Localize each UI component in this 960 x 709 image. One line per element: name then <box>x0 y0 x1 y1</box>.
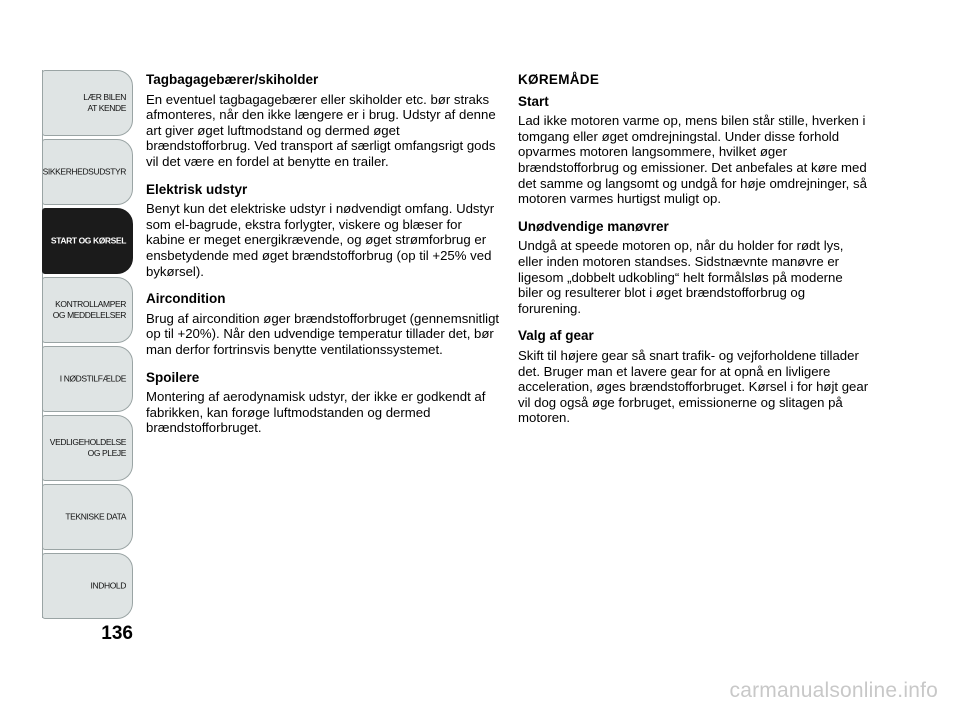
tab-laer-bilen-at-kende[interactable] <box>42 70 133 136</box>
right-column <box>518 72 870 438</box>
section-heading: Spoilere <box>146 369 200 385</box>
tab-indhold[interactable] <box>42 553 133 619</box>
tab-label: I NØDSTILFÆLDE <box>59 373 126 384</box>
tab-vedligeholdelse-og-pleje[interactable] <box>42 415 133 481</box>
tab-label: VEDLIGEHOLDELSE OG PLEJE <box>49 437 126 458</box>
tab-kontrollamper-og-meddelelser[interactable] <box>42 277 133 343</box>
tab-label: KONTROLLAMPER OG MEDDELELSER <box>52 299 126 320</box>
section-text: Lad ikke motoren varme op, mens bilen står stille, hverken i tomgang eller øget omdrejningstal. Under disse forhold opvarmes motoren langsommere, hvilket øger brændstofforbrug og emissioner. Det anbefales at køre med det samme og langsomt og undgå for høje omdrejninger, så motoren varmes hurtigst muligt op. <box>518 113 867 207</box>
section-text: En eventuel tagbagagebærer eller skiholder etc. bør straks afmonteres, når den ikke længere er i brug. Udstyr af denne art giver øget luftmodstand og dermed øget brændstofforbrug. Ved transport af særligt omfangsrigt gods vil det være en fordel at benytte en trailer. <box>146 91 496 169</box>
tab-tekniske-data[interactable] <box>42 484 133 550</box>
watermark: carmanualsonline.info <box>729 679 938 702</box>
section-heading: Valg af gear <box>518 328 594 344</box>
tab-sikkerhedsudstyr[interactable] <box>42 139 133 205</box>
tab-label: SIKKERHEDSUDSTYR <box>42 166 126 177</box>
chapter-title: KØREMÅDE <box>518 72 600 87</box>
tab-i-nodstilfaelde[interactable] <box>42 346 133 412</box>
section-text: Benyt kun det elektriske udstyr i nødvendigt omfang. Udstyr som el-bagrude, ekstra forlygter, viskere og blæser for kabine er meget energikrævende, og øget strømforbrug er ensbetydende med øget brændstofforbrug (op til +25% ved bykørsel). <box>146 201 495 279</box>
tab-label: START OG KØRSEL <box>50 235 126 246</box>
section-text: Brug af aircondition øger brændstofforbruget (gennemsnitligt op til +20%). Når den udvendige temperatur tillader det, bør man derfor fortrinsvis benytte ventilationssystemet. <box>146 310 500 357</box>
chapter-tabs <box>42 70 133 622</box>
tab-label: INDHOLD <box>90 580 126 591</box>
page-number: 136 <box>101 623 133 644</box>
section-heading: Aircondition <box>146 291 226 307</box>
tab-start-og-korsel[interactable] <box>42 208 133 274</box>
tab-label: LÆR BILEN AT KENDE <box>83 92 126 113</box>
section-heading: Start <box>518 93 549 109</box>
left-column <box>146 72 500 448</box>
section-text: Undgå at speede motoren op, når du holder for rødt lys, eller inden motoren standses. Sidstnævnte manøvre er ligesom „dobbelt udkobling“ helt formålsløs på moderne biler og resulterer blot i øget brændstofforbrug og forurening. <box>518 238 844 316</box>
section-text: Skift til højere gear så snart trafik- og vejforholdene tillader det. Bruger man et lavere gear for at opnå en livligere acceleration, øges brændstofforbruget. Kørsel i for højt gear vil dog også øge forbruget, emissionerne og slitagen på motoren. <box>518 347 869 426</box>
tab-label: TEKNISKE DATA <box>65 511 126 522</box>
section-text: Montering af aerodynamisk udstyr, der ikke er godkendt af fabrikken, kan forøge luftmodstanden og dermed brændstofforbruget. <box>146 389 486 436</box>
section-heading: Unødvendige manøvrer <box>518 218 669 234</box>
section-heading: Elektrisk udstyr <box>146 181 248 197</box>
section-heading: Tagbagagebærer/skiholder <box>146 72 319 87</box>
